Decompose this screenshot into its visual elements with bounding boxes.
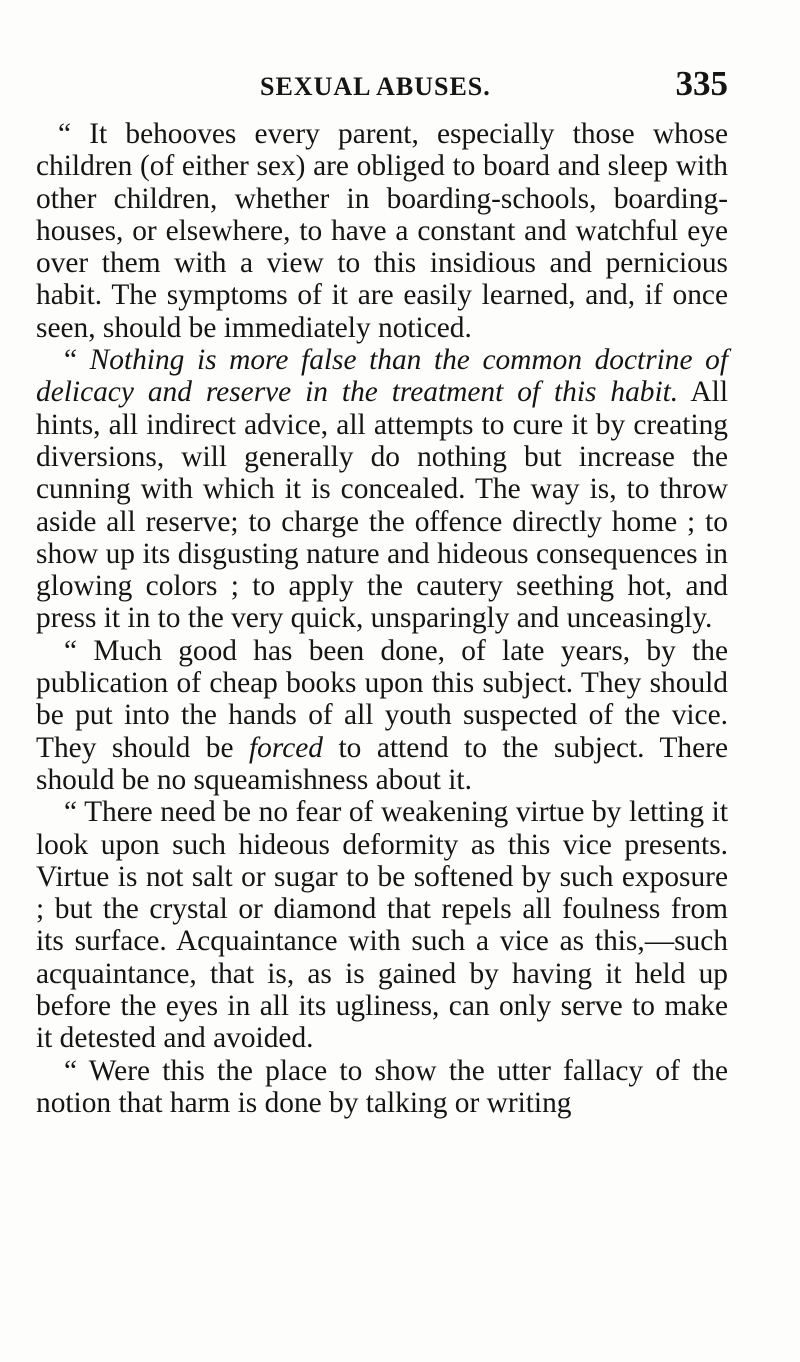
paragraph-5: “ Were this the place to show the utter fallacy of the notion that harm is done by talking or writing [36,1054,728,1119]
running-title: SEXUAL ABUSES. [260,72,491,101]
paragraph-2 [36,344,728,635]
paragraph-2-italic: Nothing is more false than the common doctrine of delicacy and reserve in the treatment of this habit. [36,344,728,409]
paragraph-1: “ It behooves every parent, especially those whose children (of either sex) are obliged to board and sleep with other children, whether in boarding-schools, boarding-houses, or elsewhere, to have a constant and watchful eye over them with a view to this insidious and pernicious habit. The symptoms of it are easily learned, and, if once seen, should be immediately noticed. [36,118,728,344]
paragraph-3-end: to attend to the subject. There should be no squeamishness about it. [36,731,728,796]
body-text [36,118,728,1119]
paragraph-4: “ There need be no fear of weakening virtue by letting it look upon such hideous deformity as this vice presents. Virtue is not salt or sugar to be softened by such exposure ; but the crystal or diamond that repels all foulness from its surface. Acquaintance with such a vice as this,—such acquaintance, that is, as is gained by having it held up before the eyes in all its ugliness, can only serve to make it detested and avoided. [36,796,728,1055]
paragraph-2-rest: All hints, all indirect advice, all attempts to cure it by creating diversions, will generally do nothing but increase the cunning with which it is concealed. The way is, to throw aside all reserve; to charge the offence directly home ; to show up its disgusting nature and hideous consequences in glowing colors ; to apply the cautery seething hot, and press it in to the very quick, unsparingly and unceasingly. [36,376,728,635]
paragraph-3 [36,635,728,796]
page-number: 335 [675,64,728,103]
page-header [250,62,728,112]
paragraph-3-start: “ Much good has been done, of late years, by the publication of cheap books upon this subject. They should be put into the hands of all youth suspected of the vice. They should be [36,634,728,764]
paragraph-3-italic: forced [249,731,323,764]
paragraph-2-quote: “ [64,344,90,377]
